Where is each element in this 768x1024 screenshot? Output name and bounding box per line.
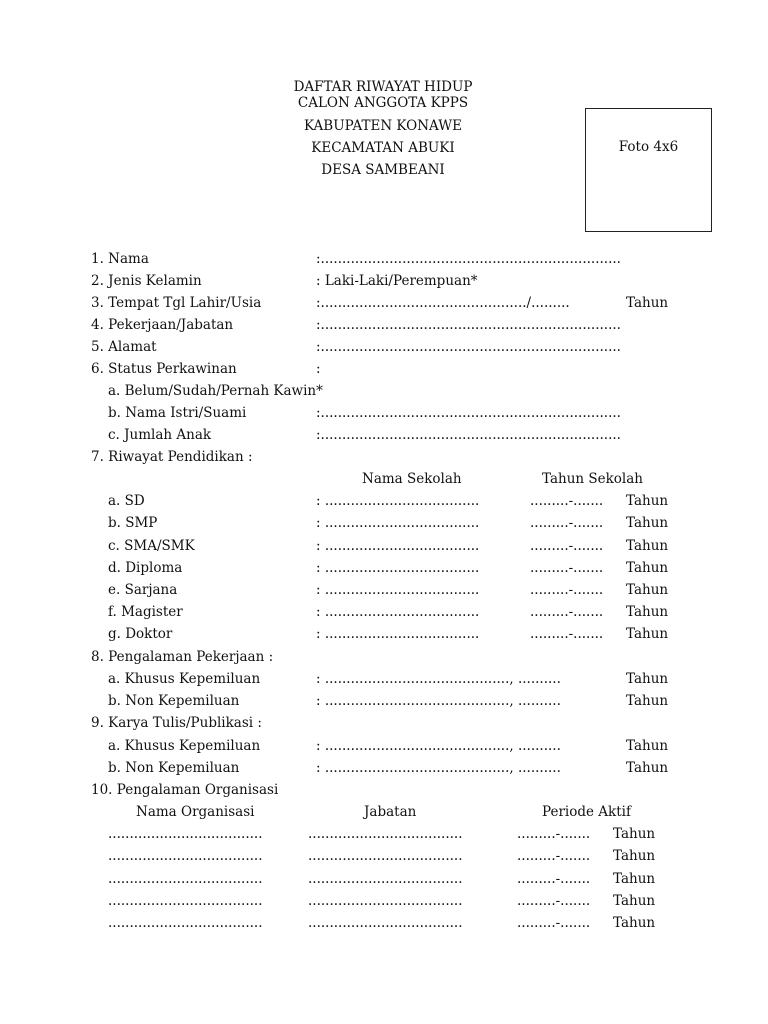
unit-ttl: Tahun	[626, 295, 669, 311]
label-nama: 1. Nama	[91, 251, 149, 267]
pendidikan-label: a. SD	[108, 493, 145, 509]
pendidikan-unit: Tahun	[626, 493, 669, 509]
organisasi-periode: .........-.......	[517, 893, 591, 909]
organisasi-periode: .........-.......	[517, 915, 591, 931]
kecamatan-line: KECAMATAN ABUKI	[311, 140, 455, 156]
field-alamat: :......................................................................	[316, 339, 621, 355]
form-subtitle: CALON ANGGOTA KPPS	[297, 95, 469, 111]
pendidikan-years: .........-.......	[530, 604, 604, 620]
pendidikan-label: d. Diploma	[108, 560, 183, 576]
pendidikan-unit: Tahun	[626, 538, 669, 554]
pendidikan-years: .........-.......	[530, 582, 604, 598]
organisasi-unit: Tahun	[613, 871, 656, 887]
pendidikan-col-tahun: Tahun Sekolah	[542, 471, 643, 487]
field-status: :	[316, 361, 321, 377]
label-status-b: b. Nama Istri/Suami	[108, 405, 247, 421]
label-status-c: c. Jumlah Anak	[108, 427, 212, 443]
organisasi-periode: .........-.......	[517, 871, 591, 887]
organisasi-jabatan: ....................................	[308, 893, 463, 909]
organisasi-nama: ....................................	[108, 893, 263, 909]
organisasi-nama: ....................................	[108, 915, 263, 931]
pendidikan-unit: Tahun	[626, 560, 669, 576]
label-pekerjaan: 4. Pekerjaan/Jabatan	[91, 317, 234, 333]
label-alamat: 5. Alamat	[91, 339, 157, 355]
organisasi-nama: ....................................	[108, 826, 263, 842]
organisasi-jabatan: ....................................	[308, 826, 463, 842]
pendidikan-school: : ....................................	[316, 493, 480, 509]
organisasi-unit: Tahun	[613, 915, 656, 931]
pendidikan-school: : ....................................	[316, 538, 480, 554]
pendidikan-school: : ....................................	[316, 515, 480, 531]
pendidikan-school: : ....................................	[316, 582, 480, 598]
pengalaman-field: : ..........................................., ..........	[316, 671, 561, 687]
pendidikan-label: f. Magister	[108, 604, 183, 620]
organisasi-periode: .........-.......	[517, 826, 591, 842]
photo-label: Foto 4x6	[618, 139, 679, 155]
pendidikan-years: .........-.......	[530, 538, 604, 554]
organisasi-nama: ....................................	[108, 871, 263, 887]
karya-title: 9. Karya Tulis/Publikasi :	[91, 715, 262, 731]
pendidikan-col-nama: Nama Sekolah	[362, 471, 462, 487]
field-ttl: :................................................/.........	[316, 295, 570, 311]
pendidikan-unit: Tahun	[626, 582, 669, 598]
pendidikan-unit: Tahun	[626, 515, 669, 531]
field-pekerjaan: :......................................................................	[316, 317, 621, 333]
pengalaman-unit: Tahun	[626, 671, 669, 687]
pengalaman-title: 8. Pengalaman Pekerjaan :	[91, 649, 274, 665]
organisasi-jabatan: ....................................	[308, 848, 463, 864]
kabupaten-line: KABUPATEN KONAWE	[304, 118, 462, 134]
pengalaman-field: : ..........................................., ..........	[316, 693, 561, 709]
pendidikan-school: : ....................................	[316, 626, 480, 642]
pendidikan-title: 7. Riwayat Pendidikan :	[91, 449, 253, 465]
desa-line: DESA SAMBEANI	[321, 162, 445, 178]
organisasi-jabatan: ....................................	[308, 915, 463, 931]
pendidikan-school: : ....................................	[316, 560, 480, 576]
organisasi-unit: Tahun	[613, 893, 656, 909]
pendidikan-label: c. SMA/SMK	[108, 538, 195, 554]
organisasi-unit: Tahun	[613, 848, 656, 864]
pengalaman-label: b. Non Kepemiluan	[108, 693, 240, 709]
pendidikan-school: : ....................................	[316, 604, 480, 620]
field-jenis-kelamin: : Laki-Laki/Perempuan*	[316, 273, 478, 289]
karya-label: b. Non Kepemiluan	[108, 760, 240, 776]
karya-unit: Tahun	[626, 738, 669, 754]
label-status-a: a. Belum/Sudah/Pernah Kawin*	[108, 383, 323, 399]
pendidikan-unit: Tahun	[626, 626, 669, 642]
pengalaman-unit: Tahun	[626, 693, 669, 709]
field-status-b: :......................................................................	[316, 405, 621, 421]
label-jenis-kelamin: 2. Jenis Kelamin	[91, 273, 202, 289]
organisasi-title: 10. Pengalaman Organisasi	[91, 782, 279, 798]
pendidikan-years: .........-.......	[530, 560, 604, 576]
form-title: DAFTAR RIWAYAT HIDUP	[293, 79, 473, 95]
pendidikan-unit: Tahun	[626, 604, 669, 620]
photo-box	[585, 108, 712, 232]
organisasi-periode: .........-.......	[517, 848, 591, 864]
pendidikan-label: g. Doktor	[108, 626, 173, 642]
pendidikan-label: e. Sarjana	[108, 582, 178, 598]
pendidikan-years: .........-.......	[530, 515, 604, 531]
pengalaman-label: a. Khusus Kepemiluan	[108, 671, 261, 687]
organisasi-col-jabatan: Jabatan	[364, 804, 417, 820]
karya-field: : ..........................................., ..........	[316, 760, 561, 776]
karya-label: a. Khusus Kepemiluan	[108, 738, 261, 754]
karya-field: : ..........................................., ..........	[316, 738, 561, 754]
field-nama: :......................................................................	[316, 251, 621, 267]
organisasi-col-nama: Nama Organisasi	[136, 804, 255, 820]
pendidikan-label: b. SMP	[108, 515, 158, 531]
karya-unit: Tahun	[626, 760, 669, 776]
field-status-c: :......................................................................	[316, 427, 621, 443]
organisasi-unit: Tahun	[613, 826, 656, 842]
organisasi-jabatan: ....................................	[308, 871, 463, 887]
organisasi-nama: ....................................	[108, 848, 263, 864]
pendidikan-years: .........-.......	[530, 493, 604, 509]
label-ttl: 3. Tempat Tgl Lahir/Usia	[91, 295, 262, 311]
label-status: 6. Status Perkawinan	[91, 361, 237, 377]
pendidikan-years: .........-.......	[530, 626, 604, 642]
organisasi-col-periode: Periode Aktif	[542, 804, 631, 820]
